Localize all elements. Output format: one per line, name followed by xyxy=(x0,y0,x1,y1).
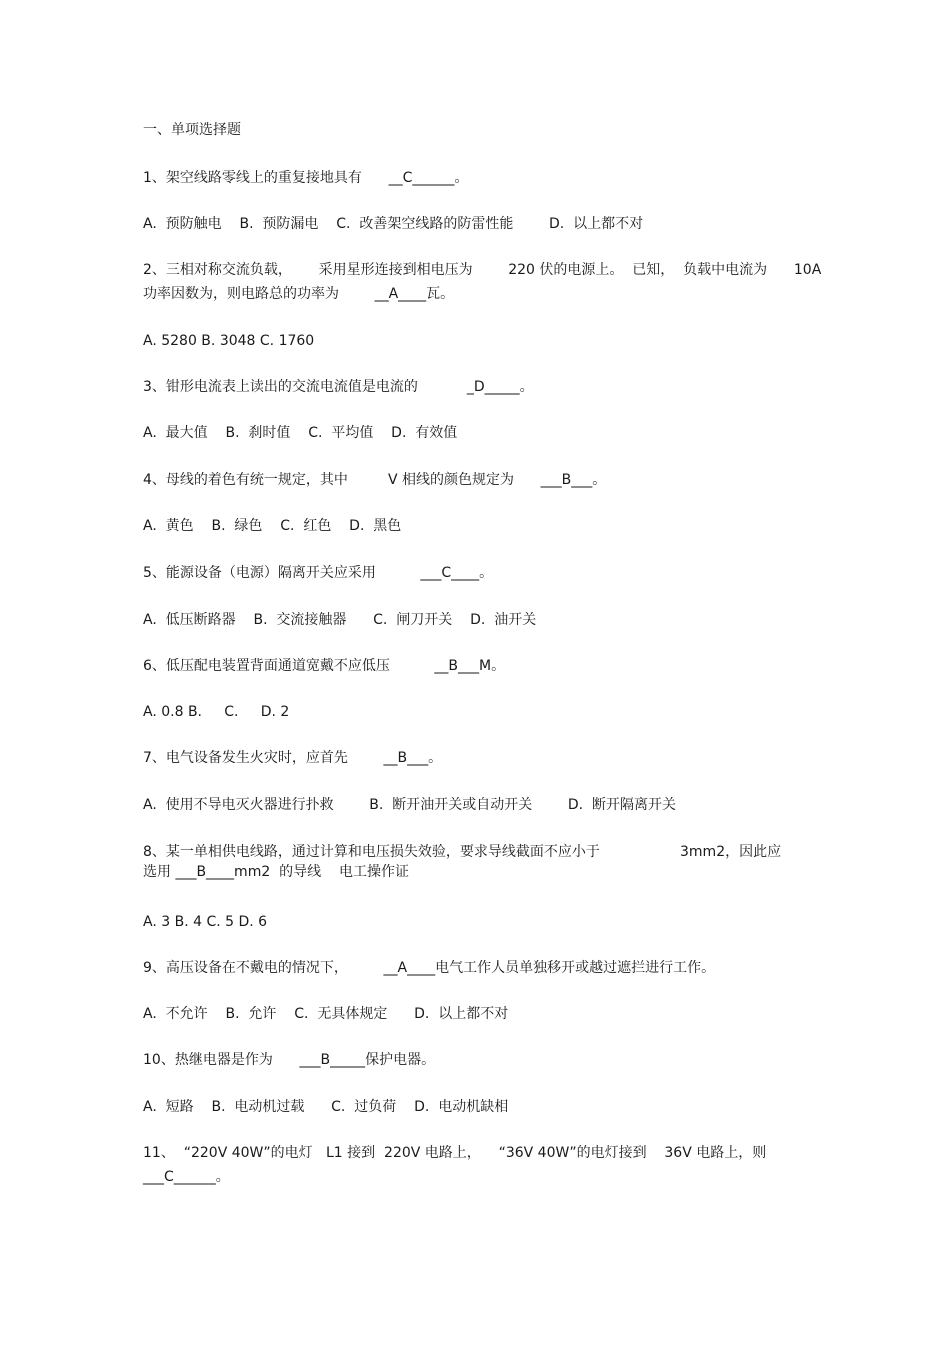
options-2: A. 5280 B. 3048 C. 1760 xyxy=(143,333,315,349)
question-6: 6、低压配电装置背面通道宽戴不应低压 __B___M。 xyxy=(143,658,506,674)
options-3: A. 最大值 B. 刹时值 C. 平均值 D. 有效值 xyxy=(143,425,458,441)
options-7: A. 使用不导电灭火器进行扑救 B. 断开油开关或自动开关 D. 断开隔离开关 xyxy=(143,797,676,813)
question-2: 2、三相对称交流负载， 采用星形连接到相电压为 220 伏的电源上。 已知， 负载中电流为 10A xyxy=(143,262,822,278)
question-3: 3、钳形电流表上读出的交流电流值是电流的 _D_____。 xyxy=(143,379,534,395)
options-8: A. 3 B. 4 C. 5 D. 6 xyxy=(143,914,268,930)
question-9: 9、高压设备在不戴电的情况下， __A____电气工作人员单独移开或越过遮拦进行工作。 xyxy=(143,960,716,976)
question-1: 1、架空线路零线上的重复接地具有 __C______。 xyxy=(143,170,469,186)
options-6: A. 0.8 B. C. D. 2 xyxy=(143,704,290,720)
question-7: 7、电气设备发生火灾时，应首先 __B___。 xyxy=(143,750,443,766)
options-5: A. 低压断路器 B. 交流接触器 C. 闸刀开关 D. 油开关 xyxy=(143,612,537,628)
options-9: A. 不允许 B. 允许 C. 无具体规定 D. 以上都不对 xyxy=(143,1006,509,1022)
question-11-cont: ___C______。 xyxy=(143,1169,230,1185)
question-4: 4、母线的着色有统一规定，其中 V 相线的颜色规定为 ___B___。 xyxy=(143,472,607,488)
question-2-cont: 功率因数为，则电路总的功率为 __A____瓦。 xyxy=(143,286,455,302)
section-title: 一、单项选择题 xyxy=(143,122,241,138)
question-8-cont: 选用 ___B____mm2 的导线 电工操作证 xyxy=(143,864,409,880)
options-10: A. 短路 B. 电动机过载 C. 过负荷 D. 电动机缺相 xyxy=(143,1099,509,1115)
question-8: 8、某一单相供电线路，通过计算和电压损失效验，要求导线截面不应小于 3mm2，因此应 xyxy=(143,844,782,860)
options-1: A. 预防触电 B. 预防漏电 C. 改善架空线路的防雷性能 D. 以上都不对 xyxy=(143,216,644,232)
options-4: A. 黄色 B. 绿色 C. 红色 D. 黑色 xyxy=(143,518,402,534)
question-11: 11、 “220V 40W”的电灯 L1 接到 220V 电路上， “36V 40W”的电灯接到 36V 电路上，则 xyxy=(143,1145,767,1161)
question-5: 5、能源设备（电源）隔离开关应采用 ___C____。 xyxy=(143,565,494,581)
question-10: 10、热继电器是作为 ___B_____保护电器。 xyxy=(143,1052,436,1068)
